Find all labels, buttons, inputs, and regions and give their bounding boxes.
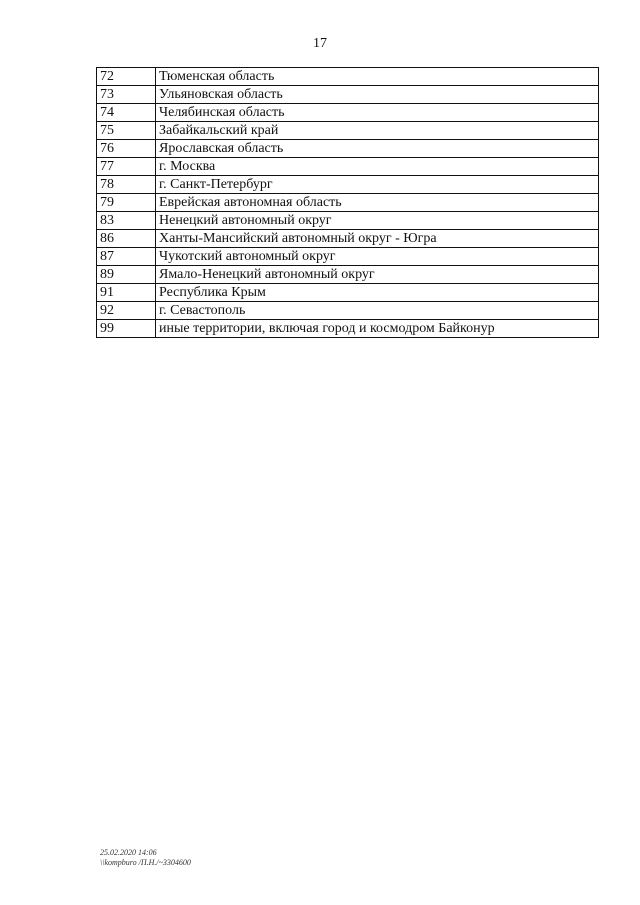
region-name-cell: Еврейская автономная область <box>156 194 599 212</box>
table-row <box>97 86 599 104</box>
table-row <box>97 68 599 86</box>
region-code-cell: 83 <box>97 212 156 230</box>
region-name-cell: г. Севастополь <box>156 302 599 320</box>
table-row <box>97 320 599 338</box>
table-row <box>97 194 599 212</box>
region-code-cell: 87 <box>97 248 156 266</box>
table-row <box>97 104 599 122</box>
region-name-cell: Тюменская область <box>156 68 599 86</box>
region-name-cell: г. Санкт-Петербург <box>156 176 599 194</box>
region-code-cell: 73 <box>97 86 156 104</box>
region-name-cell: Ульяновская область <box>156 86 599 104</box>
region-name-cell: Ханты-Мансийский автономный округ - Югра <box>156 230 599 248</box>
table-row <box>97 140 599 158</box>
region-name-cell: Ярославская область <box>156 140 599 158</box>
region-name-cell: Республика Крым <box>156 284 599 302</box>
footer-timestamp: 25.02.2020 14:06 <box>100 848 157 857</box>
table-row <box>97 284 599 302</box>
footer-source: \\kompburo /П.Н./~3304600 <box>100 858 191 867</box>
table-row <box>97 122 599 140</box>
region-name-cell: Чукотский автономный округ <box>156 248 599 266</box>
region-name-cell: г. Москва <box>156 158 599 176</box>
region-code-cell: 74 <box>97 104 156 122</box>
region-code-cell: 99 <box>97 320 156 338</box>
region-code-cell: 76 <box>97 140 156 158</box>
table-row <box>97 266 599 284</box>
page-number: 17 <box>313 36 327 51</box>
table-row <box>97 212 599 230</box>
region-code-cell: 91 <box>97 284 156 302</box>
region-code-cell: 79 <box>97 194 156 212</box>
table-row <box>97 176 599 194</box>
region-table-body <box>97 68 599 338</box>
table-row <box>97 230 599 248</box>
table-row <box>97 302 599 320</box>
table-row <box>97 248 599 266</box>
region-name-cell: Ненецкий автономный округ <box>156 212 599 230</box>
region-code-table <box>96 67 599 338</box>
region-code-cell: 86 <box>97 230 156 248</box>
region-code-cell: 89 <box>97 266 156 284</box>
table-row <box>97 158 599 176</box>
document-footer <box>100 848 191 868</box>
region-code-cell: 78 <box>97 176 156 194</box>
region-name-cell: иные территории, включая город и космодром Байконур <box>156 320 599 338</box>
region-code-cell: 72 <box>97 68 156 86</box>
region-name-cell: Забайкальский край <box>156 122 599 140</box>
region-name-cell: Челябинская область <box>156 104 599 122</box>
region-code-cell: 75 <box>97 122 156 140</box>
region-code-cell: 92 <box>97 302 156 320</box>
region-name-cell: Ямало-Ненецкий автономный округ <box>156 266 599 284</box>
region-code-cell: 77 <box>97 158 156 176</box>
